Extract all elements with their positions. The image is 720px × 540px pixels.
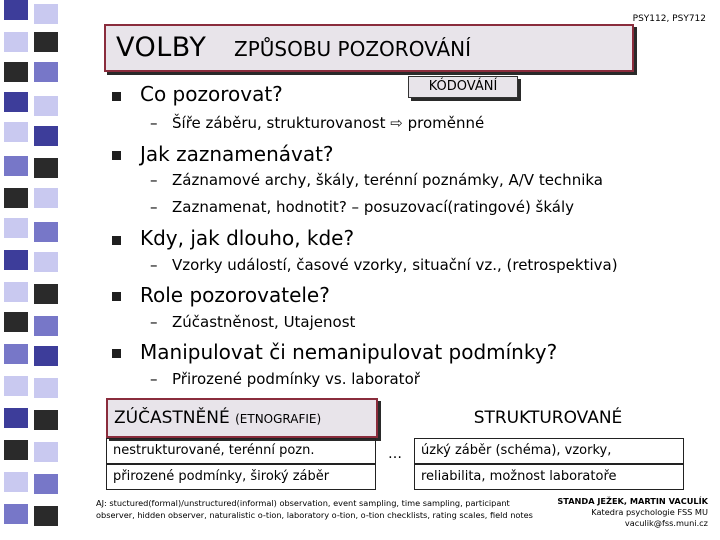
dash-icon: – — [150, 114, 158, 132]
sub-item-after: proměnné — [407, 114, 485, 132]
column-header-left-small: (ETNOGRAFIE) — [235, 412, 322, 426]
sub-item — [150, 370, 420, 388]
sub-item — [150, 313, 355, 331]
decorative-stripes — [0, 0, 72, 540]
page-subtitle: ZPŮSOBU POZOROVÁNÍ — [234, 37, 472, 61]
bullet-icon — [112, 151, 121, 160]
page-title: VOLBY — [116, 32, 207, 63]
column-header-structured: STRUKTUROVANÉ — [473, 408, 623, 428]
column-header-left-big: ZÚČASTNĚNÉ (ETNOGRAFIE) — [114, 408, 322, 428]
table-row-right: úzký záběr (schéma), vzorky, — [414, 438, 684, 464]
english-terms-footer — [96, 497, 533, 521]
list-item-what: Co pozorovat? — [140, 82, 283, 106]
bullet-icon — [112, 92, 121, 101]
footer-line-1: AJ: stuctured(formal)/unstructured(informal) observation, event sampling, time sampling, participant — [96, 498, 510, 508]
course-code: PSY112, PSY712 — [632, 14, 706, 24]
dash-icon: – — [150, 370, 158, 388]
kodovani-badge: KÓDOVÁNÍ — [408, 76, 518, 98]
title-box — [104, 24, 634, 72]
dash-icon: – — [150, 171, 158, 189]
sub-item-text: Vzorky událostí, časové vzorky, situační vz., (retrospektiva) — [172, 256, 618, 274]
author-dept: Katedra psychologie FSS MU — [591, 507, 708, 517]
dash-icon: – — [150, 313, 158, 331]
list-item-role: Role pozorovatele? — [140, 283, 330, 307]
bullet-icon — [112, 349, 121, 358]
sub-item-text: Zúčastněnost, Utajenost — [172, 313, 356, 331]
sub-item — [150, 256, 618, 274]
sub-item — [150, 198, 574, 216]
sub-item-text: Šíře záběru, strukturovanost — [172, 114, 386, 132]
sub-item — [150, 171, 603, 189]
sub-item — [150, 114, 484, 132]
bullet-icon — [112, 292, 121, 301]
table-row-left: nestrukturované, terénní pozn. — [106, 438, 376, 464]
author-email: vaculik@fss.muni.cz — [624, 518, 708, 528]
list-item-manipulate: Manipulovat či nemanipulovat podmínky? — [140, 340, 558, 364]
list-item-when: Kdy, jak dlouho, kde? — [140, 226, 355, 250]
sub-item-text: Zaznamenat, hodnotit? – posuzovací(ratingové) škály — [172, 198, 575, 216]
ellipsis-icon: … — [388, 446, 402, 462]
footer-line-2: observer, hidden observer, naturalistic o-tion, laboratory o-tion, o-tion checklists, rating scales, field notes — [96, 510, 533, 520]
sub-item-text: Přirozené podmínky vs. laboratoř — [172, 370, 420, 388]
dash-icon: – — [150, 256, 158, 274]
table-row-right: reliabilita, možnost laboratoře — [414, 464, 684, 490]
list-item-how: Jak zaznamenávat? — [140, 142, 334, 166]
table-row-left: přirozené podmínky, široký záběr — [106, 464, 376, 490]
bullet-icon — [112, 236, 121, 245]
sub-item-text: Záznamové archy, škály, terénní poznámky, A/V technika — [172, 171, 603, 189]
arrow-icon: ⇨ — [390, 114, 403, 132]
author-block — [557, 496, 708, 529]
dash-icon: – — [150, 198, 158, 216]
column-header-participant — [106, 398, 378, 438]
author-name: STANDA JEŽEK, MARTIN VACULÍK — [557, 496, 708, 506]
